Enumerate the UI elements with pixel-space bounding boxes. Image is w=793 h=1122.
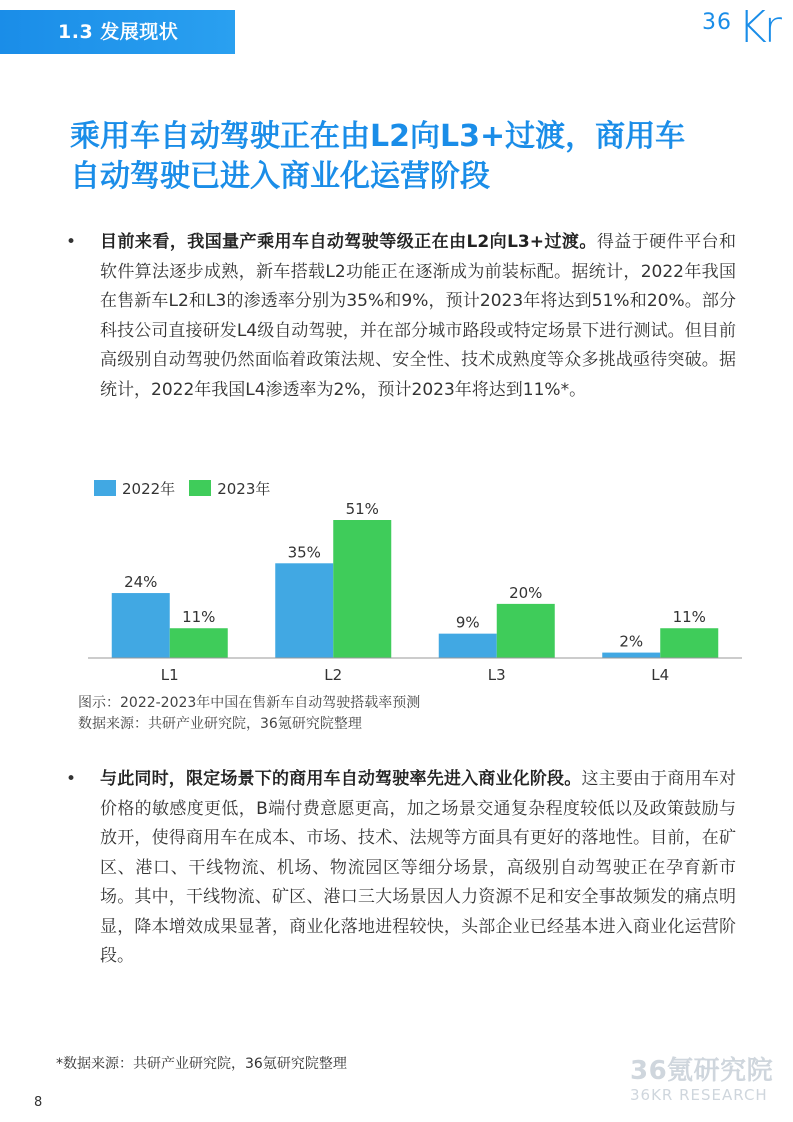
page-number: 8 [34, 1095, 43, 1110]
bar-L1-0 [112, 593, 170, 658]
data-label-L3-0: 9% [455, 613, 480, 632]
legend-item-2023 [189, 478, 270, 499]
headline-line-1: 乘用车自动驾驶正在由L2向L3+过渡，商用车 [70, 119, 686, 154]
bullet-lead: 目前来看，我国量产乘用车自动驾驶等级正在由L2向L3+过渡。 [100, 232, 597, 252]
data-label-L1-1: 11% [182, 608, 216, 627]
watermark-cn: 36氪研究院 [630, 1056, 774, 1086]
x-tick-label-L3: L3 [487, 666, 506, 684]
bullet-text [100, 228, 736, 405]
x-tick-label-L1: L1 [160, 666, 179, 684]
data-label-L4-0: 2% [619, 632, 644, 651]
legend-swatch-2022 [94, 480, 116, 496]
bar-L4-0 [602, 653, 660, 658]
bullet-marker: • [66, 769, 77, 789]
brand-logo [690, 2, 790, 56]
bullet-paragraph-2 [66, 765, 736, 972]
legend-label-2023: 2023年 [217, 479, 271, 498]
chart-caption-title: 图示：2022-2023年中国在售新车自动驾驶搭载率预测 [78, 695, 421, 711]
bullet-paragraph-1 [66, 228, 736, 405]
section-tab: 1.3 发展现状 [0, 10, 235, 54]
watermark-logo [630, 1056, 780, 1104]
data-label-L4-1: 11% [672, 608, 706, 627]
legend-swatch-2023 [189, 480, 211, 496]
logo-letters: Kr [738, 2, 779, 53]
footnote: *数据来源：共研产业研究院，36氪研究院整理 [56, 1056, 347, 1072]
chart-caption-source: 数据来源：共研产业研究院，36氪研究院整理 [78, 716, 362, 732]
bar-L3-1 [497, 604, 555, 658]
watermark-en: 36KR RESEARCH [630, 1086, 768, 1104]
legend-item-2022 [94, 478, 175, 499]
data-label-L1-0: 24% [124, 573, 158, 592]
bullet-lead: 与此同时，限定场景下的商用车自动驾驶率先进入商业化阶段。 [100, 769, 582, 789]
bar-L4-1 [660, 628, 718, 658]
bar-L2-1 [333, 520, 391, 658]
logo-number: 36 [702, 10, 732, 35]
chart-legend [94, 478, 284, 498]
bar-L3-0 [439, 634, 497, 658]
headline-line-2: 自动驾驶已进入商业化运营阶段 [70, 159, 490, 194]
bullet-marker: • [66, 232, 77, 252]
headline [70, 117, 750, 197]
chart-caption [78, 693, 420, 735]
x-tick-label-L2: L2 [324, 666, 343, 684]
data-label-L2-1: 51% [345, 500, 379, 518]
bullet-body: 这主要由于商用车对价格的敏感度更低，B端付费意愿更高，加之场景交通复杂程度较低以及政策鼓励与放开，使得商用车在成本、市场、技术、法规等方面具有更好的落地性。目前，在矿区、港口、干线物流、机场、物流园区等细分场景，高级别自动驾驶正在孕育新市场。其中，干线物流、矿区、港口三大场景因人力资源不足和安全事故频发的痛点明显，降本增效成果显著，商业化落地进程较快，头部企业已经基本进入商业化运营阶段。 [100, 769, 737, 966]
penetration-bar-chart [0, 500, 793, 690]
bar-L1-1 [170, 628, 228, 658]
x-tick-label-L4: L4 [651, 666, 670, 684]
data-label-L2-0: 35% [287, 543, 321, 562]
bullet-text [100, 765, 736, 972]
bar-L2-0 [275, 563, 333, 658]
legend-label-2022: 2022年 [122, 479, 176, 498]
data-label-L3-1: 20% [509, 583, 543, 602]
bullet-body: 得益于硬件平台和软件算法逐步成熟，新车搭载L2功能正在逐渐成为前装标配。据统计，2022年我国在售新车L2和L3的渗透率分别为35%和9%，预计2023年将达到51%和20%。部分科技公司直接研发L4级自动驾驶，并在部分城市路段或特定场景下进行测试。但目前高级别自动驾驶仍然面临着政策法规、安全性、技术成熟度等众多挑战亟待突破。据统计，2022年我国L4渗透率为2%，预计2023年将达到11%*。 [100, 232, 736, 400]
